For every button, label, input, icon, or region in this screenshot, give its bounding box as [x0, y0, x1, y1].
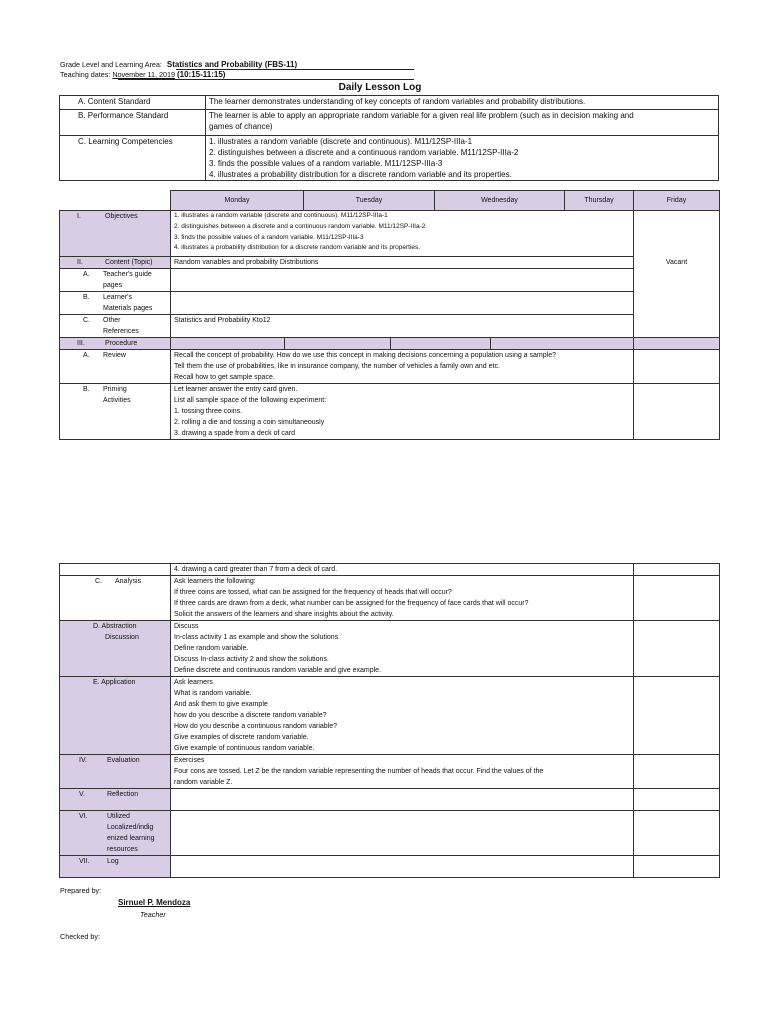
teacher-signature-name: Sirnuel P. Mendoza — [118, 898, 191, 907]
learning-competencies-label: C. Learning Competencies — [60, 136, 206, 181]
dates-label: Teaching dates: — [60, 70, 111, 79]
learners-materials-label: B. Learner's Materials pages — [60, 292, 171, 315]
page-title: Daily Lesson Log — [338, 82, 422, 93]
day-tuesday: Tuesday — [304, 191, 435, 211]
grade-value: Statistics and Probability (FBS-11) — [166, 60, 298, 69]
content-standard-label: A. Content Standard — [60, 96, 206, 110]
application-row — [60, 677, 720, 755]
log-label: VII. Log — [60, 856, 171, 878]
prepared-by-label: Prepared by: — [60, 886, 102, 895]
content-standard-text: The learner demonstrates understanding of key concepts of random variables and probability distributions. — [206, 96, 719, 110]
standards-table — [59, 95, 719, 181]
dates-underline — [118, 79, 414, 80]
reflection-label: V. Reflection — [60, 789, 171, 811]
time-value: (10:15-11:15) — [176, 70, 226, 79]
continued-text: 4. drawing a card greater than 7 from a deck of card. — [171, 564, 634, 576]
abstraction-label: D. Abstraction Discussion — [60, 621, 171, 677]
analysis-text: Ask learners the following: If three coins are tossed, what can be assigned for the frequency of heads that will occur? If three cards are drawn from a deck, what number can be assigned for the frequency of face cards that will occur? Solicit the answers of the learners and share insights about the activity. — [171, 576, 634, 621]
objectives-text: 1. illustrates a random variable (discrete and continuous). M11/12SP-IIIa-1 2. distinguishes between a discrete and a continuous random variable. M11/12SP-IIIa-2 3. finds the possible values of a random variable. M11/12SP-IIIa-3 4. illustrates a probability distribution for a discrete random variable and its properties. — [171, 211, 634, 257]
content-topic-row — [60, 257, 720, 269]
abstraction-row — [60, 621, 720, 677]
priming-row — [60, 384, 720, 440]
review-row — [60, 350, 720, 384]
checked-by-label: Checked by: — [60, 932, 100, 941]
content-standard-row — [60, 96, 719, 110]
dates-value: November 11, 2019 — [112, 70, 175, 79]
other-references-label: C. Other References — [60, 315, 171, 338]
learners-materials-row — [60, 292, 720, 315]
learning-competencies-row — [60, 136, 719, 181]
reflection-row — [60, 789, 720, 811]
lesson-log-table-page1 — [59, 190, 720, 440]
procedure-label: III. Procedure — [60, 338, 171, 350]
evaluation-label: IV. Evaluation — [60, 755, 171, 789]
utilized-row — [60, 811, 720, 856]
review-label: A. Review — [60, 350, 171, 384]
teaching-dates-line — [60, 70, 225, 79]
abstraction-text: Discuss In-class activity 1 as example and show the solutions Define random variable. Discuss In-class activity 2 and show the solutions. Define discrete and continuous random variable and give example. — [171, 621, 634, 677]
other-references-text: Statistics and Probability Kto12 — [171, 315, 634, 338]
learning-competencies-text: 1. illustrates a random variable (discrete and continuous). M11/12SP-IIIa-1 2. distinguishes between a discrete and a continuous random variable. M11/12SP-IIIa-2 3. finds the possible values of a random variable. M11/12SP-IIIa-3 4. illustrates a probability distribution for a discrete random variable and its properties. — [206, 136, 719, 181]
priming-label: B. Priming Activities — [60, 384, 171, 440]
day-friday: Friday — [634, 191, 720, 211]
learners-materials-text — [171, 292, 634, 315]
evaluation-text: Exercises Four cons are tossed. Let Z be the random variable representing the number of heads that occur. Find the values of the random variable Z. — [171, 755, 634, 789]
objectives-label: I. Objectives — [60, 211, 171, 257]
priming-text: Let learner answer the entry card given. List all sample space of the following experiment: 1. tossing three coins. 2. rolling a die and tossing a coin simultaneously 3. drawing a spade from a deck of card — [171, 384, 634, 440]
day-monday: Monday — [171, 191, 304, 211]
objectives-row — [60, 211, 720, 257]
teachers-guide-text — [171, 269, 634, 292]
teachers-guide-row — [60, 269, 720, 292]
log-row — [60, 856, 720, 878]
day-wednesday: Wednesday — [435, 191, 565, 211]
content-topic-label: II. Content (Topic) — [60, 257, 171, 269]
performance-standard-text: The learner is able to apply an appropriate random variable for a given real life problem (such as in decision making and games of chance) — [206, 110, 719, 136]
analysis-label: C. Analysis — [60, 576, 171, 621]
application-text: Ask learners What is random variable. And ask them to give example how do you describe a discrete random variable? How do you describe a continuous random variable? Give examples of discrete random variable. Give example of continuous random variable. — [171, 677, 634, 755]
review-text: Recall the concept of probability. How do we use this concept in making decisions concerning a population using a sample? Tell them the use of probabilities, like in insurance company, the number of vehicles a family own and etc. Recall how to get sample space. — [171, 350, 634, 384]
teacher-role: Teacher — [140, 910, 166, 919]
grade-label: Grade Level and Learning Area: — [60, 60, 162, 69]
other-references-row — [60, 315, 720, 338]
grade-level-line — [60, 60, 297, 69]
friday-vacant-cell — [634, 211, 720, 338]
analysis-row — [60, 576, 720, 621]
lesson-log-table-page2 — [59, 563, 720, 878]
teachers-guide-label: A. Teacher's guide pages — [60, 269, 171, 292]
day-header-row — [60, 191, 720, 211]
content-topic-text: Random variables and probability Distributions — [171, 257, 634, 269]
performance-standard-label: B. Performance Standard — [60, 110, 206, 136]
application-label: E. Application — [60, 677, 171, 755]
evaluation-row — [60, 755, 720, 789]
continued-row — [60, 564, 720, 576]
utilized-label: VI. Utilized Localized/indig enized learning resources — [60, 811, 171, 856]
procedure-row — [60, 338, 720, 350]
friday-vacant-text: Vacant — [665, 259, 688, 266]
day-thursday: Thursday — [565, 191, 634, 211]
performance-standard-row — [60, 110, 719, 136]
